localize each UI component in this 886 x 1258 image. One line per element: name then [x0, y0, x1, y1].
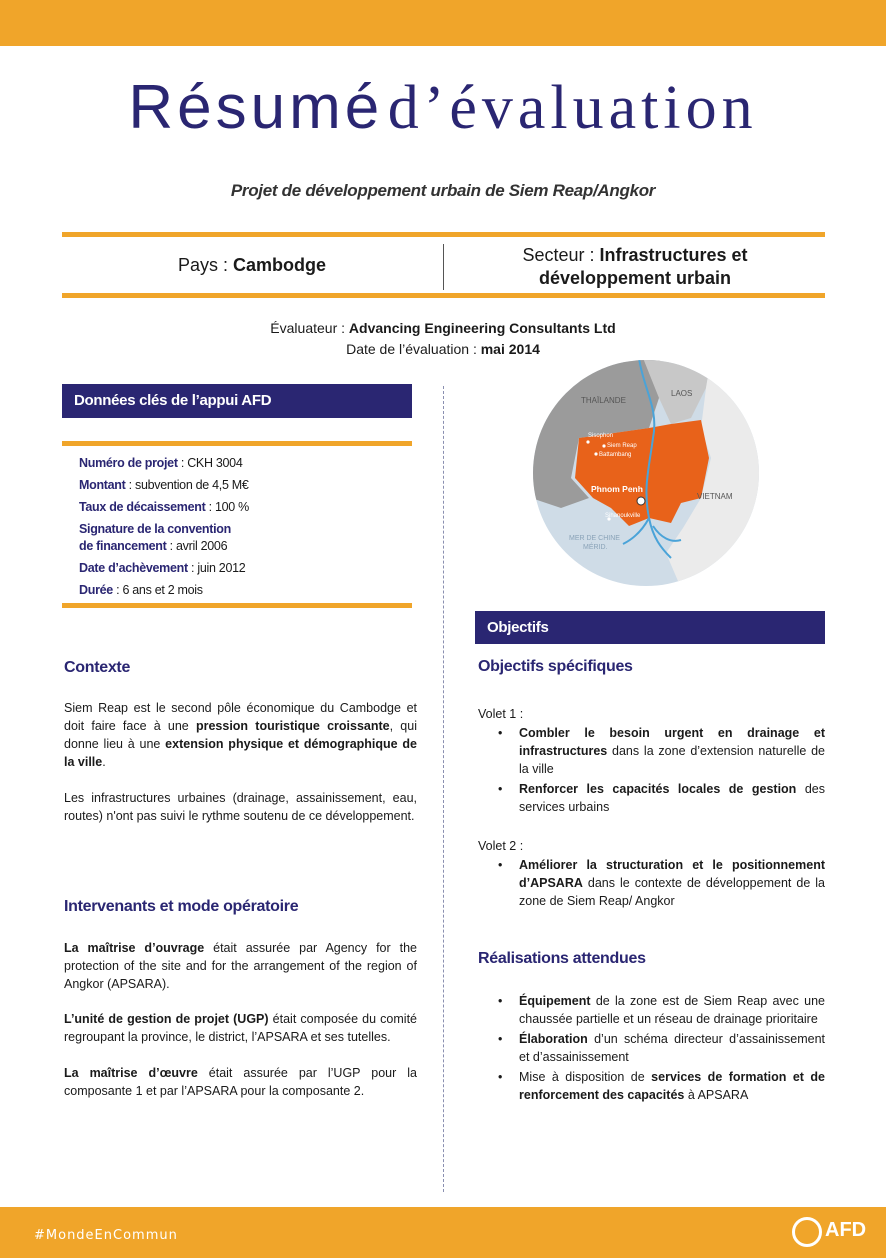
map-label-sisophon: Sisophon — [588, 433, 614, 439]
list-item: • Élaboration d’un schéma directeur d’assainissement et d’assainissement — [478, 1030, 825, 1066]
intervenants-paragraph-2: L’unité de gestion de projet (UGP) était composée du comité regroupant la province, le district, l’APSARA et ses tutelles. — [64, 1012, 417, 1044]
key-data-row: Montant : subvention de 4,5 M€ — [79, 478, 249, 492]
top-orange-band — [0, 0, 886, 46]
footer-hashtag: #MondeEnCommun — [34, 1228, 178, 1243]
sector-label: Secteur : — [522, 245, 600, 265]
eval-date-label: Date de l’évaluation : — [346, 341, 481, 357]
country-label: Pays : — [177, 255, 233, 275]
key-data-row: Signature de la convention de financement : avril 2006 — [79, 522, 231, 553]
volet-2-list — [478, 856, 825, 912]
key-data-row: Durée : 6 ans et 2 mois — [79, 583, 203, 597]
list-item: • Combler le besoin urgent en drainage et infrastructures dans la zone d’extension naturelle de la ville — [478, 724, 825, 778]
map-label-siem-reap: Siem Reap — [607, 443, 637, 449]
evaluator-label: Évaluateur : — [270, 320, 349, 336]
key-data-bottom-rule — [62, 603, 412, 608]
sector-field — [445, 244, 825, 290]
map-label-sea-1: MER DE CHINE — [569, 535, 620, 542]
map-label-phnom-penh: Phnom Penh — [591, 484, 643, 494]
map-label-vietnam: VIETNAM — [697, 492, 733, 501]
title-part-2: d’évaluation — [387, 74, 758, 142]
realisations-list — [478, 992, 825, 1106]
map-label-battambang: Battambang — [599, 452, 632, 458]
cambodia-map — [531, 358, 761, 588]
afd-logo — [792, 1216, 867, 1254]
phnom-penh-marker — [637, 497, 645, 505]
info-divider — [443, 244, 444, 290]
sector-value-2: développement urbain — [538, 268, 732, 288]
map-label-sihanoukville: Sihanoukville — [605, 513, 641, 519]
key-data-list — [79, 455, 409, 604]
afd-logo-text: AFD — [825, 1219, 867, 1241]
list-item: • Mise à disposition de services de formation et de renforcement des capacités à APSARA — [478, 1068, 825, 1104]
intervenants-heading: Intervenants et mode opératoire — [64, 898, 299, 915]
key-data-top-rule — [62, 441, 412, 446]
divider-top — [62, 232, 825, 237]
afd-logo-ring-icon — [792, 1217, 822, 1247]
volet-1-list — [478, 724, 825, 818]
evaluation-meta — [0, 318, 886, 360]
list-item: • Améliorer la structuration et le positionnement d’APSARA dans le contexte de développement de la zone de Siem Reap/ Angkor — [478, 856, 825, 910]
map-label-thailand: THAÏLANDE — [581, 396, 626, 405]
objectifs-heading: Objectifs — [475, 611, 825, 644]
sector-value-1: Infrastructures et — [599, 245, 748, 265]
list-item: • Équipement de la zone est de Siem Reap avec une chaussée partielle et un réseau de drainage prioritaire — [478, 992, 825, 1028]
battambang-marker — [594, 452, 597, 455]
map-label-laos: LAOS — [671, 389, 693, 398]
contexte-paragraph-2: Les infrastructures urbaines (drainage, assainissement, eau, routes) n'ont pas suivi le rythme soutenu de ce développement. — [64, 791, 417, 823]
page-title — [0, 72, 886, 144]
list-item: • Renforcer les capacités locales de gestion des services urbains — [478, 780, 825, 816]
volet-1-label: Volet 1 : — [478, 707, 524, 721]
country-value: Cambodge — [233, 255, 327, 275]
country-field — [62, 255, 442, 276]
divider-bottom — [62, 293, 825, 298]
key-data-row: Taux de décaissement : 100 % — [79, 500, 249, 514]
project-subtitle: Projet de développement urbain de Siem Reap/Angkor — [230, 181, 656, 200]
intervenants-paragraph-3: La maîtrise d’œuvre était assurée par l’UGP pour la composante 1 et par l’APSARA pour la composante 2. — [64, 1066, 417, 1098]
siem-reap-marker — [602, 444, 605, 447]
key-data-row: Date d’achèvement : juin 2012 — [79, 561, 246, 575]
intervenants-paragraph-1: La maîtrise d’ouvrage était assurée par Agency for the protection of the site and for the arrangement of the region of Angkor (APSARA). — [64, 941, 417, 991]
volet-2-label: Volet 2 : — [478, 839, 524, 853]
key-data-row: Numéro de projet : CKH 3004 — [79, 456, 243, 470]
eval-date-value: mai 2014 — [480, 341, 540, 357]
title-part-1: Résumé — [128, 73, 384, 142]
column-divider — [443, 386, 444, 1192]
sisophon-marker — [586, 440, 589, 443]
realisations-heading: Réalisations attendues — [478, 950, 646, 967]
evaluator-value: Advancing Engineering Consultants Ltd — [348, 320, 616, 336]
objectifs-specifiques-heading: Objectifs spécifiques — [478, 658, 633, 675]
contexte-paragraph-1: Siem Reap est le second pôle économique du Cambodge et doit faire face à une pression touristique croissante, qui donne lieu à une extension physique et démographique de la ville. — [64, 701, 417, 769]
map-label-sea-2: MÉRID. — [583, 544, 608, 551]
key-data-heading: Données clés de l’appui AFD — [62, 384, 412, 418]
contexte-heading: Contexte — [64, 659, 131, 676]
